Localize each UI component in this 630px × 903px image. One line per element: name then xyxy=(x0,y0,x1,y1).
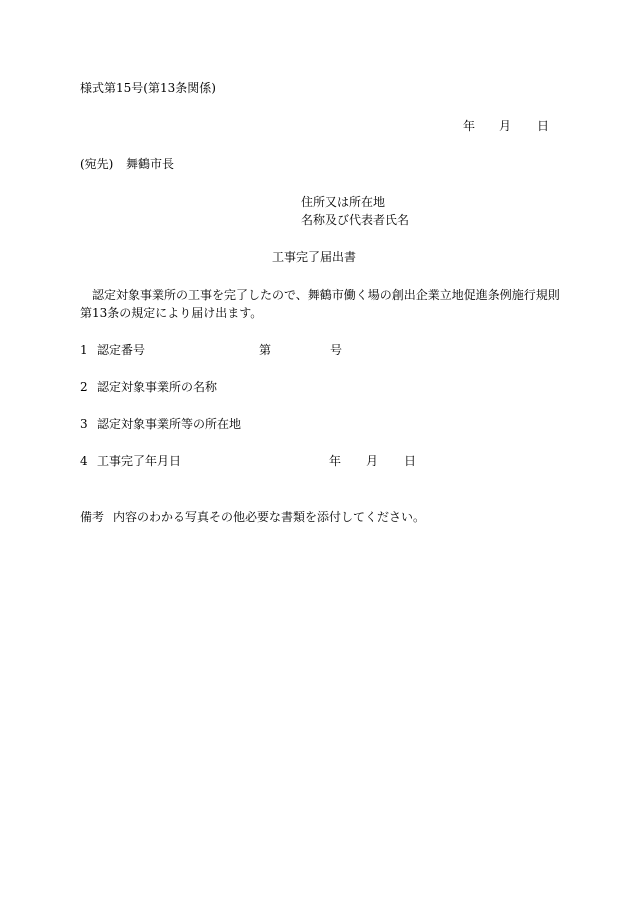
item-label: 工事完了年月日 xyxy=(97,454,182,468)
item-number: 1 xyxy=(80,343,88,357)
recipient xyxy=(80,156,174,172)
completion-date-month: 月 xyxy=(366,454,379,468)
item-number: 2 xyxy=(80,380,88,394)
remarks-label: 備考 xyxy=(80,510,105,524)
item-completion-date xyxy=(80,453,181,469)
recipient-label: (宛先) xyxy=(80,157,114,171)
submission-date-year: 年 xyxy=(463,119,476,133)
completion-date xyxy=(329,453,416,469)
item-facility-name xyxy=(80,379,217,395)
item-label: 認定対象事業所の名称 xyxy=(97,380,218,394)
completion-date-year: 年 xyxy=(329,454,342,468)
completion-date-day: 日 xyxy=(404,454,417,468)
item-label: 認定番号 xyxy=(97,343,146,357)
item-number: 3 xyxy=(80,417,88,431)
body-line-2: 第13条の規定により届け出ます。 xyxy=(80,306,263,320)
body-line-1: 認定対象事業所の工事を完了したので、舞鶴市働く場の創出企業立地促進条例施行規則 xyxy=(92,288,560,302)
submission-date xyxy=(463,118,549,134)
remarks-text: 内容のわかる写真その他必要な書類を添付してください。 xyxy=(113,510,426,524)
submission-date-month: 月 xyxy=(499,119,512,133)
body-text xyxy=(80,286,560,322)
remarks xyxy=(80,509,425,525)
item-facility-location xyxy=(80,416,241,432)
cert-number-suffix: 号 xyxy=(330,343,343,357)
item-label: 認定対象事業所等の所在地 xyxy=(97,417,242,431)
cert-number-prefix: 第 xyxy=(259,343,272,357)
applicant-address-label: 住所又は所在地 xyxy=(301,195,386,209)
item-cert-number xyxy=(80,342,145,358)
item-number: 4 xyxy=(80,454,88,468)
form-number: 様式第15号(第13条関係) xyxy=(80,81,216,95)
document-title: 工事完了届出書 xyxy=(272,250,357,264)
recipient-name: 舞鶴市長 xyxy=(126,157,175,171)
submission-date-day: 日 xyxy=(537,119,550,133)
applicant-name-label: 名称及び代表者氏名 xyxy=(301,213,410,227)
